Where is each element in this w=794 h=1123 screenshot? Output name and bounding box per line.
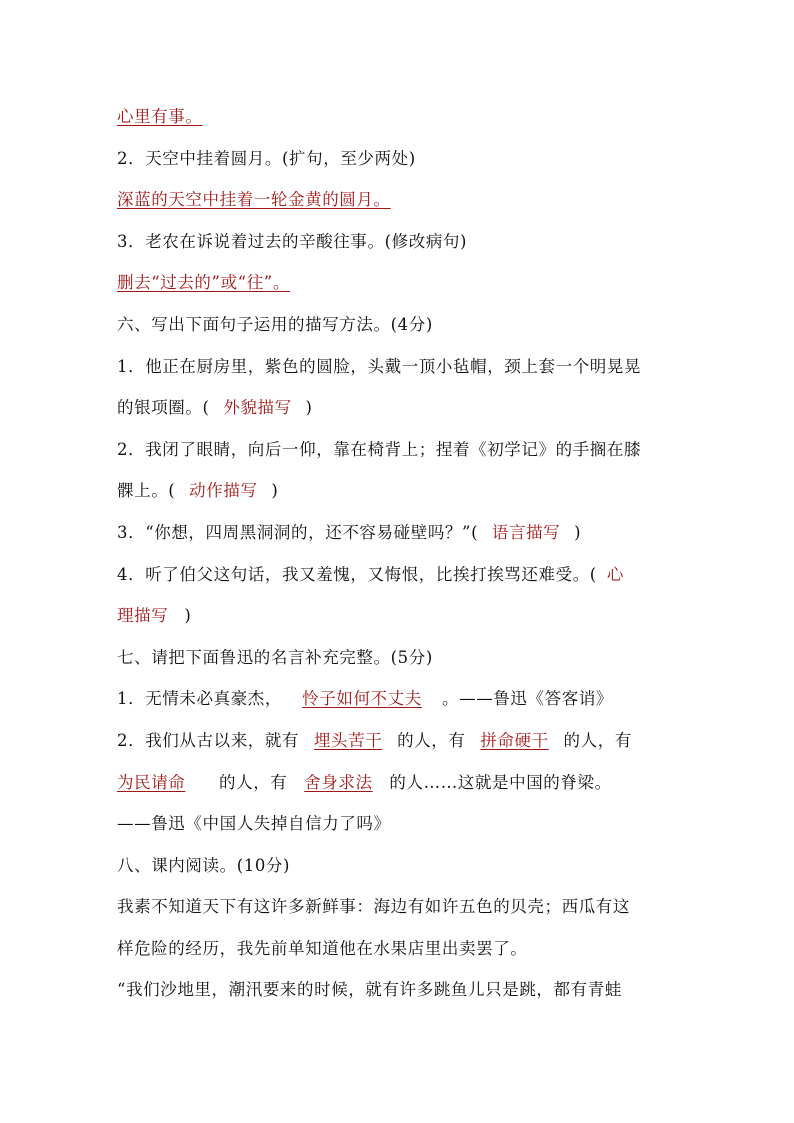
section-six-heading: 六、写出下面句子运用的描写方法。(4分): [117, 314, 433, 334]
question-fix-sentence: 3．老农在诉说着过去的辛酸往事。(修改病句): [117, 231, 468, 251]
answer-action: 动作描写: [189, 481, 258, 501]
answer-psychology-part2: 理描写: [117, 606, 169, 626]
section-six-q1-answer-line: 的银项圈。( 外貌描写 ): [117, 391, 687, 433]
section-six-q4: 4．听了伯父这句话，我又羞愧，又悔恨，比挨打挨骂还难受。( 心: [117, 564, 624, 584]
section-six-q1-text: 1．他正在厨房里，紫色的圆脸，头戴一顶小毡帽，颈上套一个明晃晃: [117, 356, 642, 376]
blank-answer: 埋头苦干: [313, 730, 383, 750]
section-six-q4-continued: 理描写 ): [117, 606, 192, 626]
reading-paragraph-1-continued: 样危险的经历，我先前单知道他在水果店里出卖罢了。: [117, 938, 528, 958]
quote-source: ——鲁迅《中国人失掉自信力了吗》: [117, 814, 391, 834]
answer-fix-sentence: 删去“过去的”或“往”。: [117, 273, 290, 293]
blank-answer: 拼命硬干: [480, 730, 549, 750]
section-six-q2-answer-line: 髁上。( 动作描写 ): [117, 474, 687, 516]
answer-expand-sentence: 深蓝的天空中挂着一轮金黄的圆月。: [117, 190, 391, 210]
blank-answer: 怜子如何不丈夫: [302, 689, 422, 709]
blank-answer: 为民请命: [117, 772, 186, 792]
reading-paragraph-2: “我们沙地里，潮汛要来的时候，就有许多跳鱼儿只是跳，都有青蛙: [117, 980, 622, 1000]
section-seven-q1: 1．无情未必真豪杰， 怜子如何不丈夫 。——鲁迅《答客诮》: [117, 682, 687, 724]
reading-paragraph-1: 我素不知道天下有这许多新鲜事：海边有如许五色的贝壳；西瓜有这: [117, 897, 630, 917]
blank-answer: 舍身求法: [304, 772, 373, 792]
section-six-q3: 3．“你想，四周黑洞洞的，还不容易碰壁吗？”( 语言描写 ): [117, 516, 687, 558]
answer-line-1: 心里有事。: [117, 107, 203, 126]
section-eight-heading: 八、课内阅读。(10分): [117, 855, 291, 875]
section-six-q2-text: 2．我闭了眼睛，向后一仰，靠在椅背上；捏着《初学记》的手搁在膝: [117, 439, 642, 459]
answer-appearance: 外貌描写: [223, 398, 292, 418]
answer-psychology-part1: 心: [606, 564, 624, 584]
document-page: [117, 100, 687, 1015]
section-seven-heading: 七、请把下面鲁迅的名言补充完整。(5分): [117, 647, 433, 667]
section-seven-q2: 2．我们从古以来，就有 埋头苦干 的人，有 拼命硬干 的人，有: [117, 724, 687, 766]
question-expand-sentence: 2．天空中挂着圆月。(扩句，至少两处): [117, 148, 416, 168]
section-seven-q2-continued: 为民请命 的人，有 舍身求法 的人……这就是中国的脊梁。: [117, 766, 687, 808]
answer-speech: 语言描写: [491, 522, 561, 542]
